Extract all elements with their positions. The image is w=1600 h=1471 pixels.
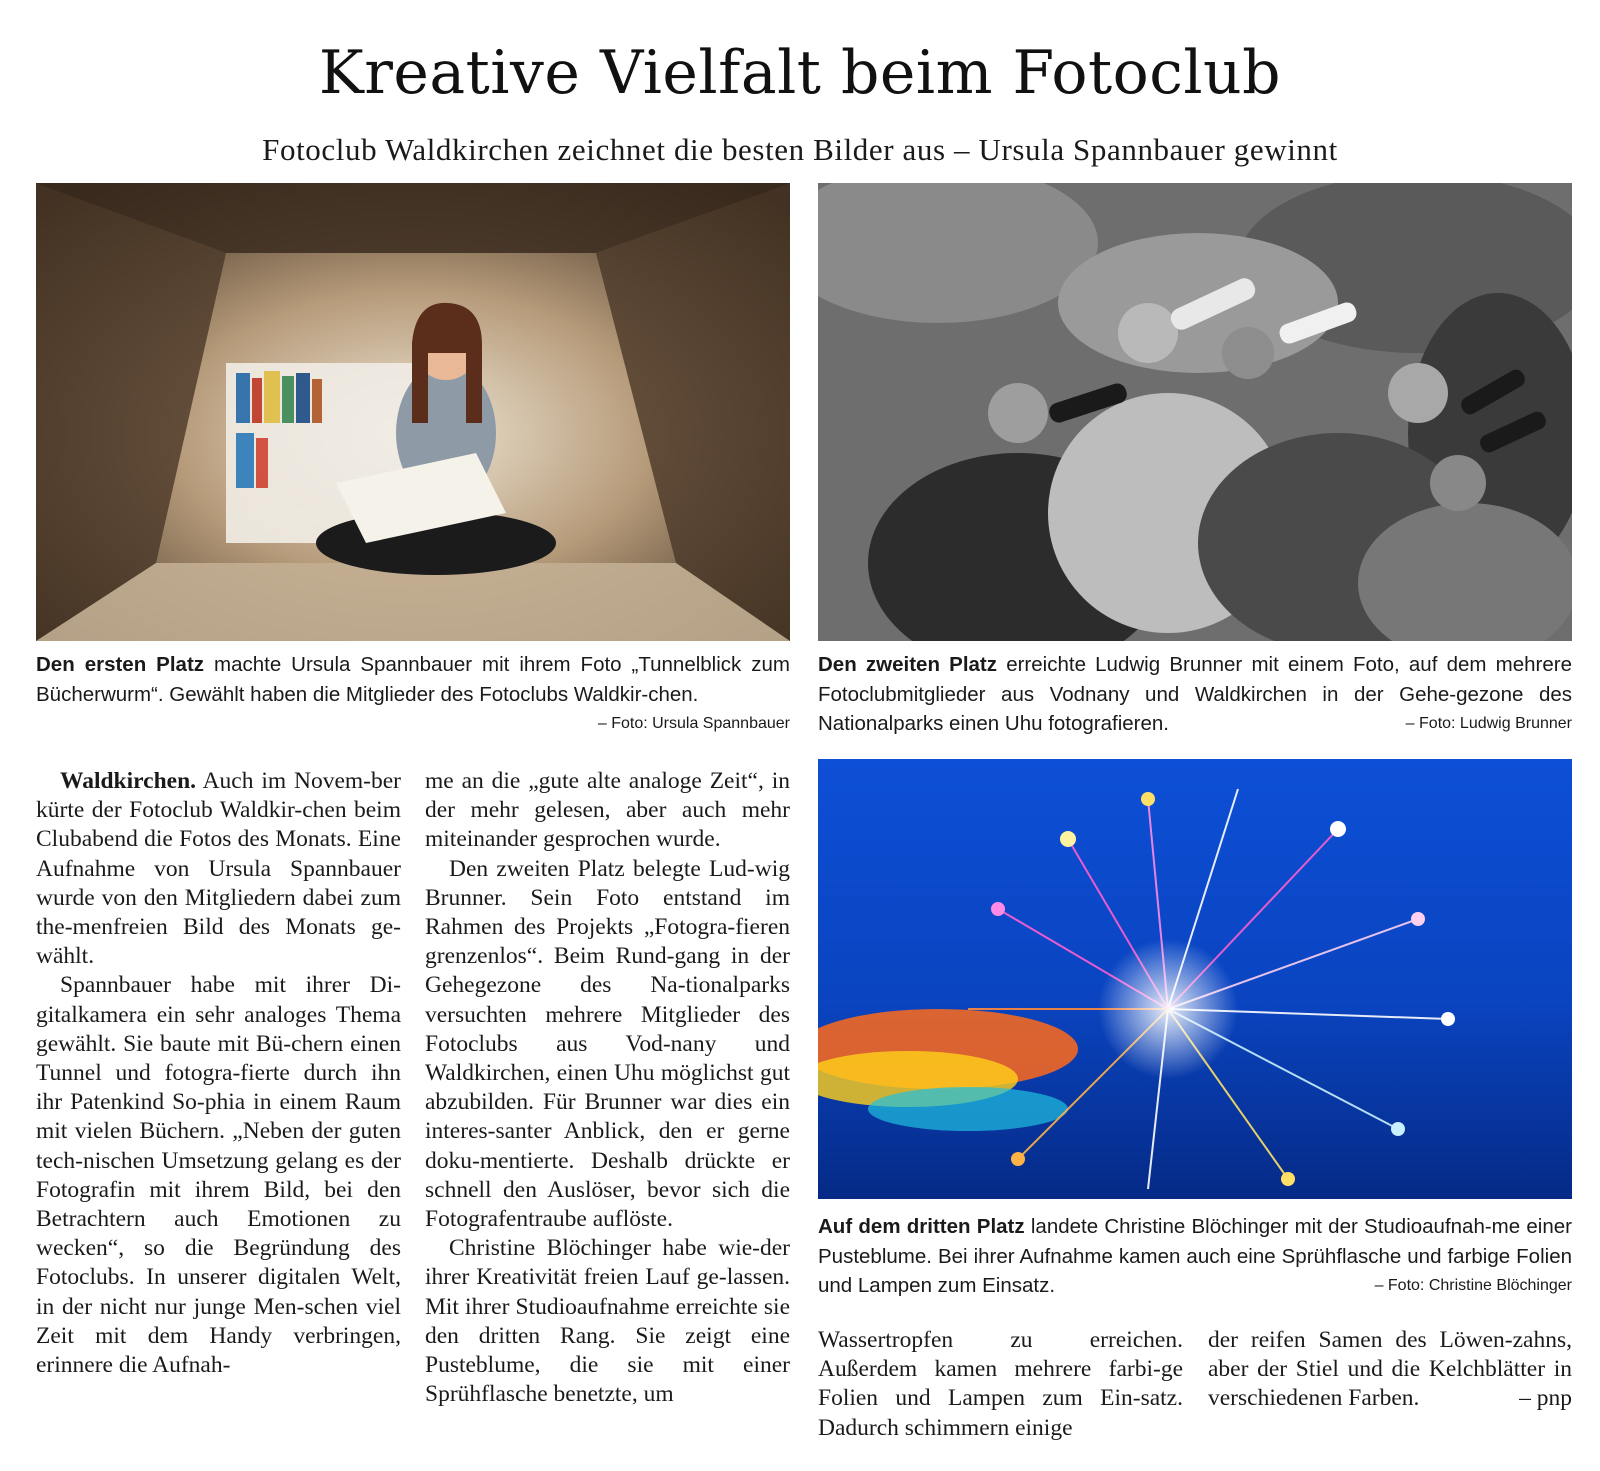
body-paragraph: me an die „gute alte analoge Zeit“, in der mehr gelesen, aber auch mehr miteinander gesprochen wurde. (425, 768, 790, 853)
caption-second-text: erreichte Ludwig Brunner mit einem Foto, auf dem mehrere Fotoclubmitglieder aus Vodnany und Waldkirchen in der Gehe-gezone des Nationalparks einen Uhu fotografieren. (818, 653, 1572, 735)
dateline: Waldkirchen. (60, 768, 197, 794)
caption-first-text: machte Ursula Spannbauer mit ihrem Foto „Tunnelblick zum Bücherwurm“. Gewählt haben die Mitglieder des Fotoclubs Waldkir-chen. (36, 653, 790, 706)
body-paragraph (36, 767, 401, 971)
caption-first-lead: Den ersten Platz (36, 653, 205, 676)
author-signature: – pnp (1519, 1385, 1572, 1412)
photo-first-place (36, 183, 790, 641)
photo-third-place (818, 759, 1572, 1199)
body-paragraph (1208, 1326, 1572, 1414)
headline: Kreative Vielfalt beim Fotoclub (318, 38, 1282, 108)
body-paragraph-text: Auch im Novem-ber kürte der Fotoclub Waldkir-chen beim Clubabend die Fotos des Monats. Eine Aufnahme von Ursula Spannbauer wurde von den Mitgliedern dabei zum the-menfreien Bild des Monats ge-wählt. (36, 768, 401, 970)
body-column-1 (36, 767, 401, 1380)
caption-second-lead: Den zweiten Platz (818, 653, 998, 676)
body-column-2 (425, 767, 790, 1409)
credit-first: – Foto: Ursula Spannbauer (597, 715, 790, 732)
body-column-3 (818, 1326, 1183, 1443)
caption-third-lead: Auf dem dritten Platz (818, 1215, 1025, 1238)
body-paragraph: Spannbauer habe mit ihrer Di-gitalkamera ein sehr analoges Thema gewählt. Sie baute mit Bü-chern einen Tunnel und fotogra-fierte durch ihn ihr Patenkind So-phia in einem Raum mit vielen Büchern. „Neben der guten tech-nischen Umsetzung gelang es der Fotografin mit ihrem Bild, bei den Betrachtern auch Emotionen zu wecken“, so die Begründung des Fotoclubs. In unserer digitalen Welt, in der nicht nur junge Men-schen viel Zeit mit dem Handy verbringen, erinnere die Aufnah- (36, 972, 401, 1379)
body-paragraph: Den zweiten Platz belegte Lud-wig Brunner. Sein Foto entstand im Rahmen des Projekts „Fotogra-fieren grenzenlos“. Beim Rund-gang in der Gehegezone des Na-tionalparks versuchten mehrere Mitglieder des Fotoclubs aus Vod-nany und Waldkirchen, einen Uhu möglichst gut abzubilden. Für Brunner war dies ein interes-santer Anblick, den er gerne doku-mentierte. Deshalb drückte er schnell den Auslöser, bevor sich die Fotografentraube auflöste. (425, 855, 790, 1233)
subheadline: Fotoclub Waldkirchen zeichnet die besten Bilder aus – Ursula Spannbauer gewinnt (262, 132, 1338, 167)
caption-third-place (818, 1212, 1572, 1301)
body-paragraph: Christine Blöchinger habe wie-der ihrer Kreativität freien Lauf ge-lassen. Mit ihrer Studioaufnahme erreichte sie den dritten Rang. Sie zeigt eine Pusteblume, die sie mit einer Sprühflasche benetzte, um (425, 1235, 790, 1408)
body-column-4 (1208, 1326, 1572, 1414)
body-paragraph: Wassertropfen zu erreichen. Außerdem kamen mehrere farbi-ge Folien und Lampen zum Ein-satz. Dadurch schimmern einige (818, 1327, 1183, 1441)
photo-second-place (818, 183, 1572, 641)
caption-third-text: landete Christine Blöchinger mit der Studioaufnah-me einer Pusteblume. Bei ihrer Aufnahme kamen auch eine Sprühflasche und farbige Folien und Lampen zum Einsatz. (818, 1215, 1572, 1297)
body-paragraph-text: der reifen Samen des Löwen-zahns, aber der Stiel und die Kelchblätter in verschiedenen Farben. (1208, 1327, 1572, 1412)
caption-second-place (818, 650, 1572, 739)
credit-third: – Foto: Christine Blöchinger (1374, 1277, 1572, 1294)
credit-second: – Foto: Ludwig Brunner (1405, 715, 1572, 732)
caption-first-place (36, 650, 790, 739)
